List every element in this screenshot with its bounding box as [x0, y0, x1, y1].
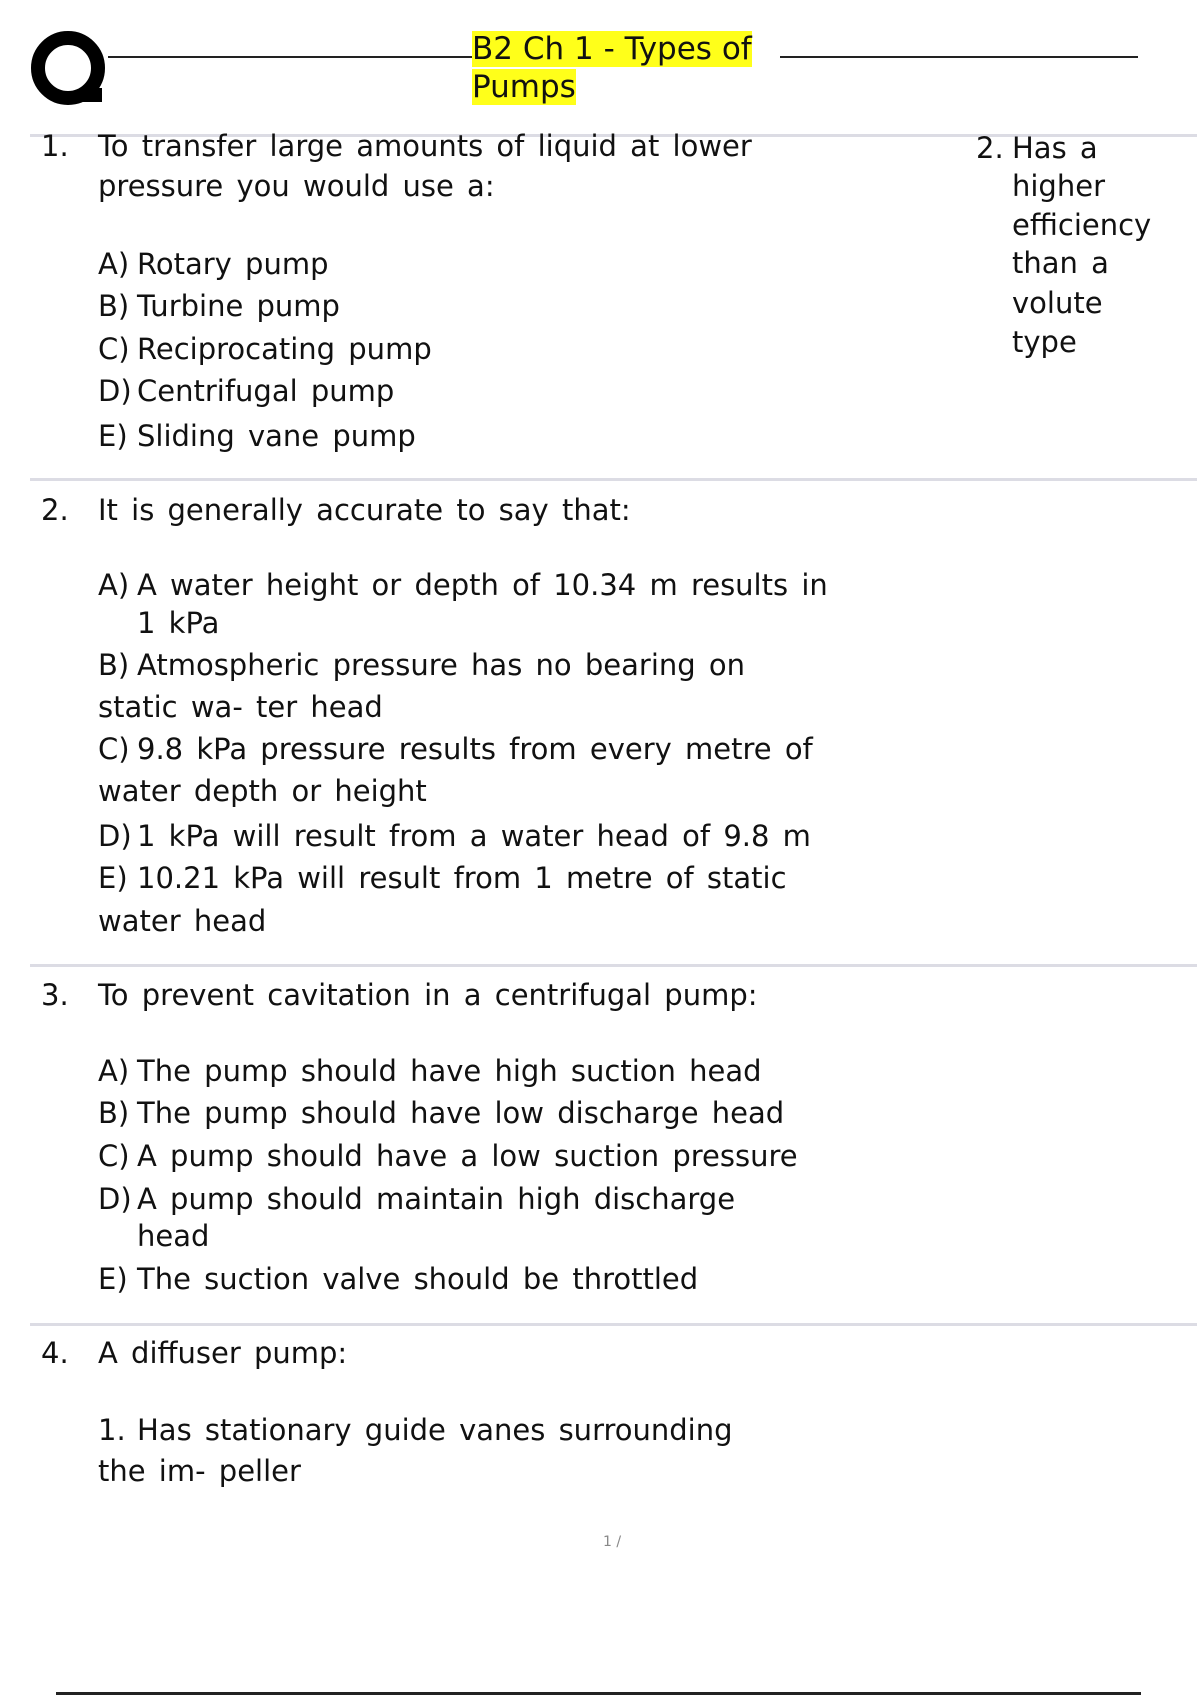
- option-letter: A): [98, 568, 130, 602]
- option-letter: C): [98, 332, 130, 366]
- option-letter: B): [98, 1096, 130, 1130]
- option-letter: C): [98, 732, 130, 766]
- question-stem: To prevent cavitation in a centrifugal pump:: [98, 978, 758, 1012]
- footer-rule: [56, 1692, 1141, 1695]
- option-text: The suction valve should be throttled: [137, 1262, 699, 1296]
- option-letter: D): [98, 374, 132, 408]
- option-text-continued: the im- peller: [98, 1454, 301, 1488]
- question-number: 2.: [41, 493, 69, 527]
- option-letter: C): [98, 1139, 130, 1173]
- option-text: Rotary pump: [137, 247, 329, 281]
- option-text: Has stationary guide vanes surrounding: [137, 1413, 733, 1447]
- option-text: 1 kPa will result from a water head of 9.8 m: [137, 819, 811, 853]
- option-text-continued: static wa- ter head: [98, 690, 383, 724]
- logo-q-icon: [30, 30, 110, 110]
- option-letter: B): [98, 648, 130, 682]
- question-number: 3.: [41, 978, 69, 1012]
- question-stem: It is generally accurate to say that:: [98, 493, 631, 527]
- option-text: Turbine pump: [137, 289, 340, 323]
- option-text: 10.21 kPa will result from 1 metre of static: [137, 861, 787, 895]
- page-number: 1 /: [603, 1534, 622, 1550]
- question-stem: pressure you would use a:: [98, 169, 495, 203]
- option-text: 9.8 kPa pressure results from every metre of: [137, 732, 813, 766]
- question-number: 1.: [41, 129, 69, 163]
- option-text: The pump should have high suction head: [137, 1054, 762, 1088]
- option-text-continued: water depth or height: [98, 774, 427, 808]
- question-stem: To transfer large amounts of liquid at lower: [98, 129, 752, 163]
- side-text-line: type: [1012, 325, 1077, 359]
- option-text: Atmospheric pressure has no bearing on: [137, 648, 746, 682]
- option-text: A pump should have a low suction pressure: [137, 1139, 798, 1173]
- divider: [30, 964, 1197, 967]
- option-letter: E): [98, 419, 128, 453]
- divider: [30, 1323, 1197, 1326]
- option-letter: A): [98, 1054, 130, 1088]
- option-letter: D): [98, 819, 132, 853]
- option-letter: E): [98, 861, 128, 895]
- option-letter: D): [98, 1182, 132, 1216]
- title-line-1: B2 Ch 1 - Types of: [472, 31, 752, 67]
- option-text-continued: head: [137, 1219, 210, 1253]
- side-text-line: volute: [1012, 286, 1103, 320]
- divider: [30, 478, 1197, 481]
- option-letter: A): [98, 247, 130, 281]
- option-text: The pump should have low discharge head: [137, 1096, 785, 1130]
- title-line-2: Pumps: [472, 69, 576, 105]
- option-text: Sliding vane pump: [137, 419, 416, 453]
- option-text: A pump should maintain high discharge: [137, 1182, 736, 1216]
- option-text: Centrifugal pump: [137, 374, 395, 408]
- option-text: Reciprocating pump: [137, 332, 432, 366]
- side-question-number: 2.: [976, 131, 1004, 165]
- question-number: 4.: [41, 1336, 69, 1370]
- option-text-continued: water head: [98, 904, 267, 938]
- header-rule-left: [108, 56, 472, 58]
- option-text: A water height or depth of 10.34 m results in: [137, 568, 828, 602]
- option-letter: B): [98, 289, 130, 323]
- question-stem: A diffuser pump:: [98, 1336, 348, 1370]
- side-text-line: efficiency: [1012, 208, 1152, 242]
- side-text-line: higher: [1012, 169, 1105, 203]
- document-title: [472, 30, 752, 106]
- side-text-line: than a: [1012, 246, 1109, 280]
- option-text-continued: 1 kPa: [137, 606, 220, 640]
- header-rule-right: [780, 56, 1138, 58]
- option-letter: E): [98, 1262, 128, 1296]
- side-text-line: Has a: [1012, 131, 1098, 165]
- option-letter: 1.: [98, 1413, 126, 1447]
